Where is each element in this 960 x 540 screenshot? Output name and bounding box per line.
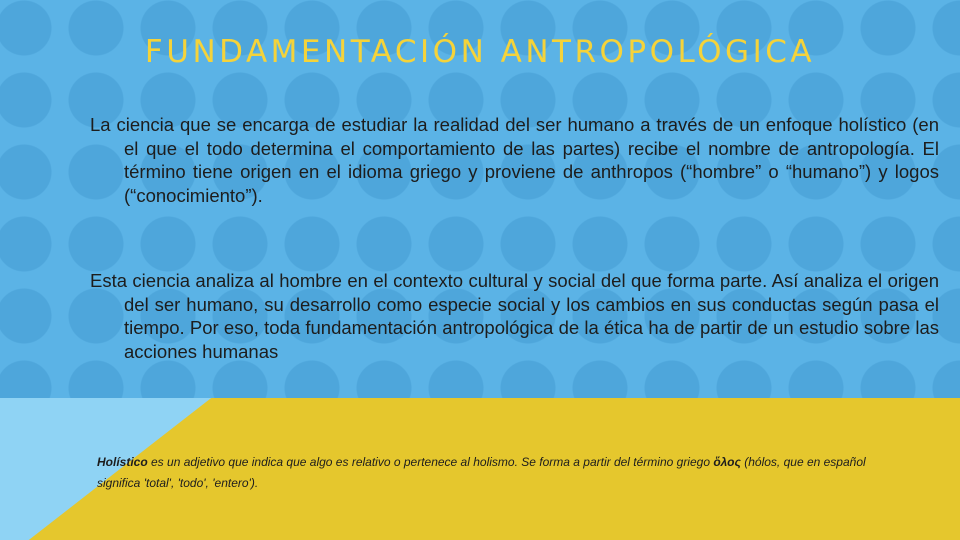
footnote-greek-word: ὅλος xyxy=(713,455,741,469)
footnote-holistico xyxy=(97,452,887,494)
footnote-text-1: es un adjetivo que indica que algo es relativo o pertenece al holismo. Se forma a partir del término griego xyxy=(147,455,714,469)
footnote-text-2: (hólos, que en español significa 'total', 'todo', 'entero'). xyxy=(97,455,866,490)
paragraph-antropologia: La ciencia que se encarga de estudiar la realidad del ser humano a través de un enfoque holístico (en el que el todo determina el comportamiento de las partes) recibe el nombre de antropología. El término tiene origen en el idioma griego y proviene de anthropos (“hombre” o “humano”) y logos (“conocimiento”). xyxy=(90,114,939,206)
slide-title: FUNDAMENTACIÓN ANTROPOLÓGICA xyxy=(144,34,816,70)
footnote-term: Holístico xyxy=(97,455,148,469)
paragraph-ciencia: Esta ciencia analiza al hombre en el contexto cultural y social del que forma parte. Así analiza el origen del ser humano, su desarrollo como especie social y los cambios en sus conductas según pasa el tiempo. Por eso, toda fundamentación antropológica de la ética ha de partir de un estudio sobre las acciones humanas xyxy=(90,270,939,362)
